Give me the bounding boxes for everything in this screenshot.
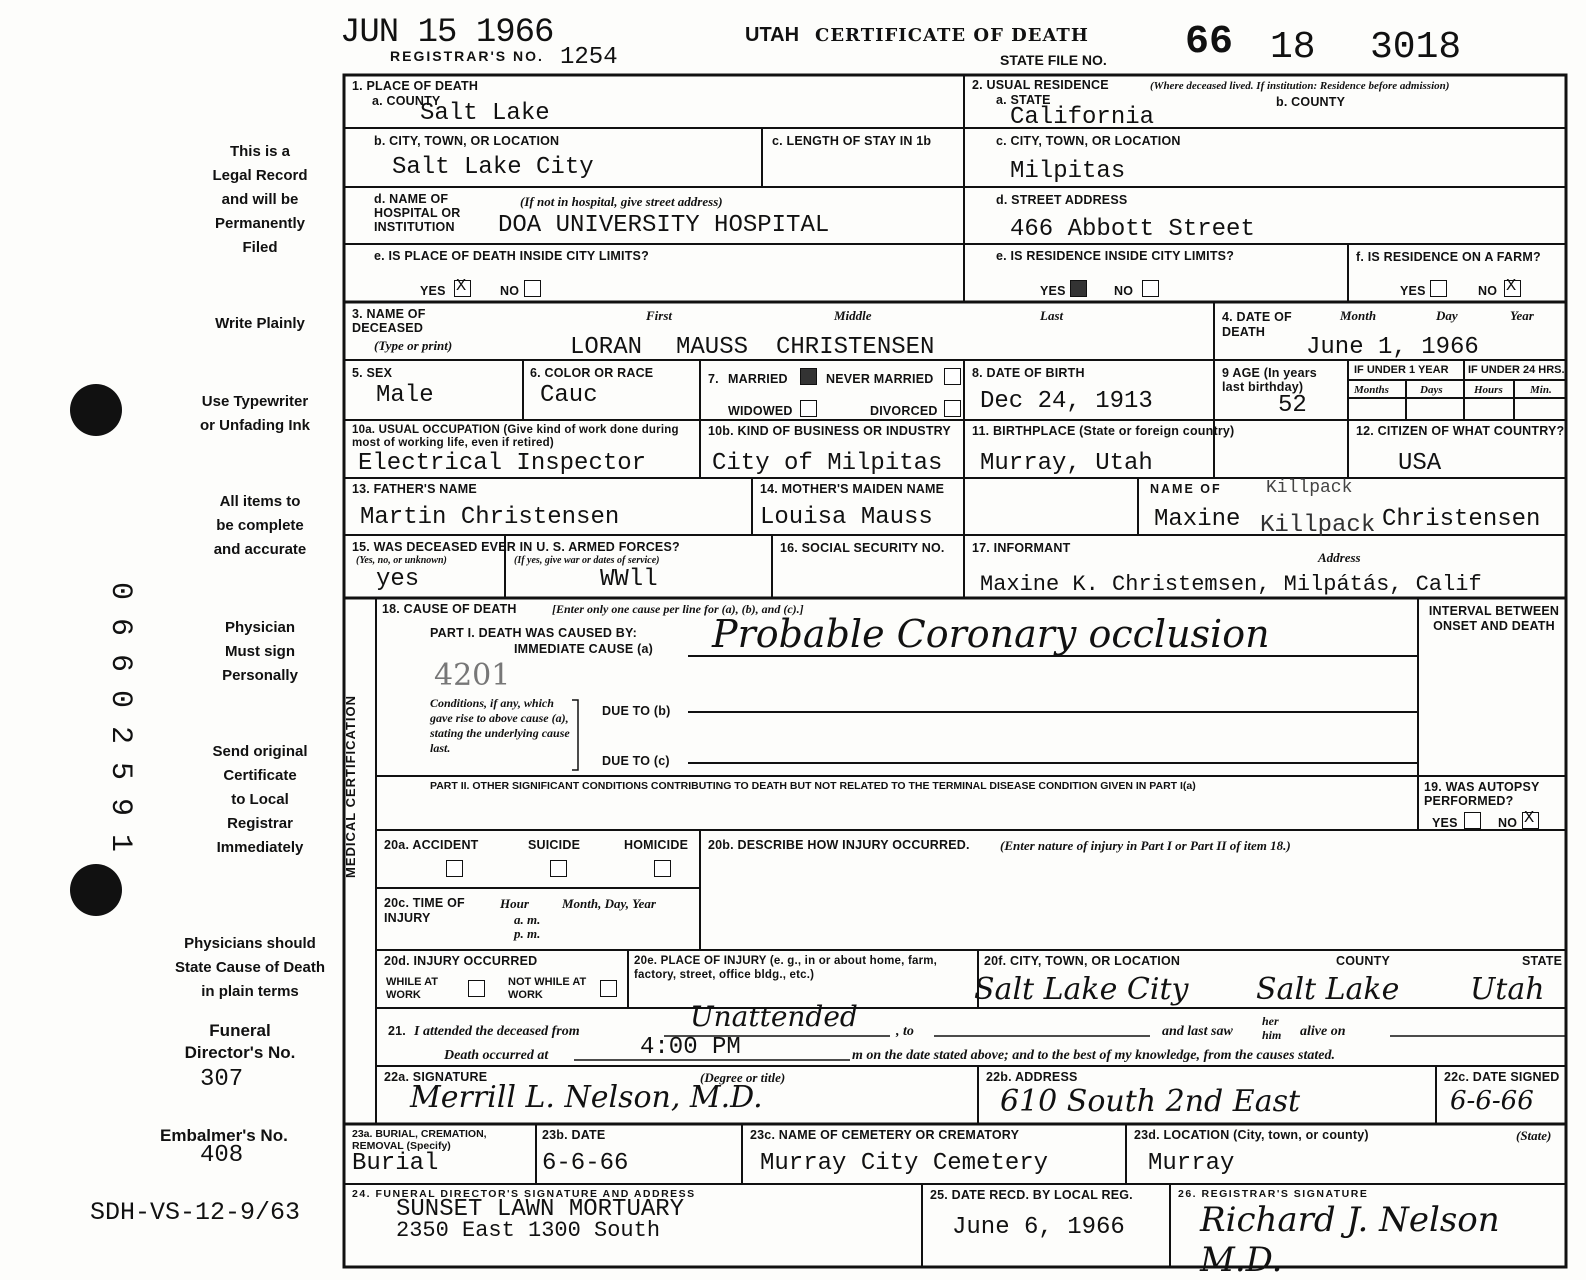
received-stamp: JUN 15 1966 (340, 14, 554, 52)
title-state: UTAH (745, 24, 800, 46)
due-to-c-label: DUE TO (c) (602, 754, 670, 768)
type-or-print-note: (Type or print) (374, 338, 453, 353)
degree-label: (Degree or title) (700, 1070, 786, 1085)
deceased-last-name: CHRISTENSEN (776, 334, 935, 361)
day-label: Day (1436, 308, 1458, 323)
month-label: Month (1340, 308, 1377, 323)
no-label: NO (1498, 816, 1518, 830)
interval-label: INTERVAL BETWEEN ONSET AND DEATH (1428, 604, 1560, 633)
write-plainly-note: Write Plainly (215, 315, 305, 332)
cemetery-location: Murray (1148, 1150, 1235, 1177)
hour-label: Hour (500, 896, 529, 911)
spouse-correction: Killpack (1266, 478, 1353, 498)
due-to-b-label: DUE TO (b) (602, 704, 671, 718)
funeral-home-name: SUNSET LAWN MORTUARY (396, 1196, 685, 1223)
place-of-death-label: 1. PLACE OF DEATH (352, 79, 479, 93)
months-label: Months (1354, 384, 1389, 396)
injury-state: Utah (1470, 972, 1545, 1007)
business: City of Milpitas (712, 450, 943, 477)
citizen-label: 12. CITIZEN OF WHAT COUNTRY? (1356, 424, 1565, 438)
birthplace-label: 11. BIRTHPLACE (State or foreign country) (972, 424, 1235, 438)
farm-yes-checkbox[interactable] (1430, 280, 1447, 297)
not-while-at-work-label: NOT WHILE AT WORK (508, 976, 587, 1001)
mother-name-label: 14. MOTHER'S MAIDEN NAME (760, 482, 945, 496)
last-saw-label: and last saw (1162, 1024, 1233, 1039)
deceased-middle-name: MAUSS (676, 334, 749, 361)
county-label: a. COUNTY (372, 94, 441, 108)
armed-forces: yes (376, 566, 420, 593)
widowed-checkbox[interactable] (800, 400, 817, 417)
no-label: NO (500, 284, 520, 298)
war-service: WWll (600, 566, 658, 593)
to-label: , to (896, 1024, 914, 1039)
date-of-death: June 1, 1966 (1306, 334, 1479, 361)
place-of-injury-label: 20e. PLACE OF INJURY (e. g., in or about home, farm, factory, street, office bldg., etc.) (634, 955, 938, 981)
cemetery-label: 23c. NAME OF CEMETERY OR CREMATORY (750, 1128, 1020, 1142)
vertical-serial-number: 0 6 6 0 2 5 9 1 (103, 581, 137, 853)
date-signed-label: 22c. DATE SIGNED (1444, 1070, 1560, 1084)
citizenship: USA (1398, 450, 1442, 477)
funeral-director-sig-label: 24. FUNERAL DIRECTOR'S SIGNATURE AND ADDRESS (352, 1188, 696, 1200)
yes-label: YES (1040, 284, 1066, 298)
cemetery: Murray City Cemetery (760, 1150, 1049, 1177)
attended-from: Unattended (690, 1000, 858, 1033)
month-day-year-label: Month, Day, Year (562, 896, 656, 911)
yes-label: YES (420, 284, 446, 298)
homicide-checkbox[interactable] (654, 860, 671, 877)
cause-of-death-label: 18. CAUSE OF DEATH (382, 602, 517, 616)
widowed-label: WIDOWED (728, 404, 793, 418)
physician-note: Physician Must sign Personally (222, 619, 298, 684)
armed-forces-label: 15. WAS DECEASED EVER IN U. S. ARMED FORCES? (352, 540, 680, 554)
accident-checkbox[interactable] (446, 860, 463, 877)
send-original-note: Send original Certificate to Local Registrar Immediately (212, 743, 308, 856)
residence-city-yes-checkbox[interactable] (1070, 280, 1087, 297)
him-label: him (1262, 1028, 1282, 1042)
sex-label: 5. SEX (352, 366, 393, 380)
under-24-hrs-label: IF UNDER 24 HRS. (1468, 364, 1565, 376)
typewriter-note: Use Typewriter or Unfading Ink (200, 393, 310, 434)
no-label: NO (1114, 284, 1134, 298)
no-label: NO (1478, 284, 1498, 298)
first-label: First (646, 308, 673, 323)
informant-label: 17. INFORMANT (972, 541, 1071, 555)
part-one-label: PART I. DEATH WAS CAUSED BY: (430, 626, 637, 640)
spouse-last-name: Christensen (1382, 506, 1541, 533)
injury-state-label: STATE (1522, 954, 1563, 968)
burial-date-label: 23b. DATE (542, 1128, 606, 1142)
physician-address-label: 22b. ADDRESS (986, 1070, 1078, 1084)
yes-label: YES (1432, 816, 1458, 830)
state-file-label: STATE FILE NO. (1000, 52, 1107, 68)
date-received: June 6, 1966 (952, 1214, 1125, 1241)
date-received-label: 25. DATE RECD. BY LOCAL REG. (930, 1188, 1133, 1202)
race: Cauc (540, 382, 598, 409)
pm-label: p. m. (514, 926, 541, 941)
time-of-injury-label: 20c. TIME OF INJURY (384, 896, 465, 925)
autopsy-yes-checkbox[interactable] (1464, 812, 1481, 829)
divorced-label: DIVORCED (870, 404, 938, 418)
signature-label: 22a. SIGNATURE (384, 1070, 488, 1084)
father-name-label: 13. FATHER'S NAME (352, 482, 477, 496)
death-county: Salt Lake (420, 100, 550, 127)
injury-city-label: 20f. CITY, TOWN, OR LOCATION (984, 954, 1181, 968)
residence-city: Milpitas (1010, 158, 1126, 185)
injury-county: Salt Lake (1256, 972, 1400, 1007)
attended-label: I attended the deceased from (414, 1024, 580, 1039)
father-name: Martin Christensen (360, 504, 620, 531)
while-at-work-checkbox[interactable] (468, 980, 485, 997)
name-of-deceased-label: 3. NAME OF DECEASED (352, 307, 426, 335)
date-of-birth: Dec 24, 1913 (980, 388, 1153, 415)
hospital-note: (If not in hospital, give street address) (520, 194, 723, 209)
married-checkbox[interactable] (800, 368, 817, 385)
cemetery-state-label: (State) (1516, 1128, 1552, 1143)
residence-county-label: b. COUNTY (1276, 95, 1346, 109)
occupation: Electrical Inspector (358, 450, 647, 477)
married-label: MARRIED (728, 372, 788, 386)
year-label: Year (1510, 308, 1534, 323)
farm-label: f. IS RESIDENCE ON A FARM? (1356, 250, 1541, 264)
middle-label: Middle (834, 308, 872, 323)
injury-how-label: 20b. DESCRIBE HOW INJURY OCCURRED. (708, 838, 970, 852)
residence-state: California (1010, 104, 1155, 131)
funeral-home-address: 2350 East 1300 South (396, 1218, 661, 1243)
spouse-middle-name: Killpack (1260, 512, 1376, 539)
mother-name: Louisa Mauss (760, 504, 933, 531)
registrar-no-label: REGISTRAR'S NO. (390, 48, 544, 64)
address-label: Address (1318, 550, 1361, 565)
injury-county-label: COUNTY (1336, 954, 1390, 968)
inside-city-yes-checkbox[interactable] (454, 280, 471, 297)
registrar-signature: Richard J. Nelson M.D. (1200, 1200, 1500, 1280)
death-city: Salt Lake City (392, 154, 594, 181)
form-number: SDH-VS-12-9/63 (90, 1198, 301, 1227)
marital-number: 7. (708, 372, 719, 386)
residence-city-label: c. CITY, TOWN, OR LOCATION (996, 134, 1181, 148)
never-married-label: NEVER MARRIED (826, 372, 934, 386)
autopsy-label: 19. WAS AUTOPSY PERFORMED? (1424, 780, 1540, 808)
death-city-label: b. CITY, TOWN, OR LOCATION (374, 134, 560, 148)
cemetery-location-label: 23d. LOCATION (City, town, or county) (1134, 1128, 1369, 1142)
suicide-checkbox[interactable] (550, 860, 567, 877)
residence-city-no-checkbox[interactable] (1142, 280, 1159, 297)
all-items-note: All items to be complete and accurate (213, 493, 307, 558)
legal-record-note: This is a Legal Record and will be Permanently Filed (212, 143, 308, 256)
am-label: a. m. (514, 912, 541, 927)
accident-label: 20a. ACCIDENT (384, 838, 479, 852)
physicians-should-note: Physicians should State Cause of Death in plain terms (174, 935, 326, 1000)
physician-signature: Merrill L. Nelson, M.D. (410, 1080, 763, 1115)
residence-city-limits-label: e. IS RESIDENCE INSIDE CITY LIMITS? (996, 249, 1235, 263)
autopsy-no-checkbox[interactable] (1522, 812, 1539, 829)
date-of-death-label: 4. DATE OF DEATH (1222, 310, 1292, 339)
immediate-cause: Probable Coronary occlusion (712, 612, 1270, 656)
length-of-stay-label: c. LENGTH OF STAY IN 1b (772, 134, 932, 148)
registrar-signature-label: 26. REGISTRAR'S SIGNATURE (1178, 1188, 1369, 1200)
funeral-director-label: Funeral Director's No. (184, 1021, 296, 1062)
disposition-label: 23a. BURIAL, CREMATION, REMOVAL (Specify) (352, 1128, 487, 1152)
spouse-label: NAME OF (1150, 482, 1222, 496)
homicide-label: HOMICIDE (624, 838, 689, 852)
state-file-no-serial: 3018 (1370, 26, 1462, 69)
cause-of-death-note: [Enter only one cause per line for (a), (b), and (c).] (552, 602, 804, 616)
while-at-work-label: WHILE AT WORK (386, 976, 438, 1001)
state-label: a. STATE (996, 93, 1051, 107)
injury-city: Salt Lake City (974, 972, 1189, 1007)
deceased-first-name: LORAN (570, 334, 643, 361)
embalmer-no: 408 (200, 1142, 244, 1169)
suicide-label: SUICIDE (528, 838, 581, 852)
registrar-no: 1254 (560, 44, 618, 71)
never-married-checkbox[interactable] (944, 368, 961, 385)
her-label: her (1262, 1014, 1279, 1028)
yes-label: YES (1400, 284, 1426, 298)
title-certificate: CERTIFICATE OF DEATH (815, 25, 1089, 46)
informant: Maxine K. Christemsen, Milpátás, Calif (980, 572, 1482, 597)
conditions-note: Conditions, if any, which gave rise to above cause (a), stating the underlying cause last. (430, 696, 570, 755)
hours-label: Hours (1474, 384, 1503, 396)
armed-forces-note: (Yes, no, or unknown) (356, 555, 447, 566)
under-1-year-label: IF UNDER 1 YEAR (1354, 364, 1449, 376)
age-label: 9 AGE (In years last birthday) (1222, 366, 1317, 394)
street-address: 466 Abbott Street (1010, 216, 1255, 243)
burial-date: 6-6-66 (542, 1150, 629, 1177)
ssn-label: 16. SOCIAL SECURITY NO. (780, 541, 945, 555)
disposition: Burial (352, 1150, 439, 1177)
death-time: 4:00 PM (640, 1034, 741, 1061)
item-21-label: 21. (388, 1024, 406, 1038)
embalmer-label: Embalmer's No. (160, 1126, 288, 1145)
injury-occurred-label: 20d. INJURY OCCURRED (384, 954, 538, 968)
business-label: 10b. KIND OF BUSINESS OR INDUSTRY (708, 424, 951, 438)
usual-residence-label: 2. USUAL RESIDENCE (972, 78, 1109, 92)
occupation-label: 10a. USUAL OCCUPATION (Give kind of work done during most of working life, even if retired) (352, 424, 679, 449)
divorced-checkbox[interactable] (944, 400, 961, 417)
war-dates-note: (If yes, give war or dates of service) (514, 555, 660, 566)
street-address-label: d. STREET ADDRESS (996, 193, 1128, 207)
date-signed: 6-6-66 (1450, 1086, 1534, 1116)
cause-code: 4201 (434, 658, 511, 693)
death-occurred-label: Death occurred at (444, 1048, 549, 1063)
injury-how-note: (Enter nature of injury in Part I or Part II of item 18.) (1000, 838, 1291, 853)
medical-certification-label: MEDICAL CERTIFICATION (343, 694, 358, 878)
physician-address: 610 South 2nd East (1000, 1084, 1301, 1119)
sex: Male (376, 382, 434, 409)
last-label: Last (1040, 308, 1064, 323)
alive-on-label: alive on (1300, 1024, 1346, 1039)
funeral-director-no: 307 (200, 1066, 244, 1093)
state-file-no-district: 18 (1270, 26, 1316, 69)
minutes-label: Min. (1530, 384, 1552, 396)
part-two-label: PART II. OTHER SIGNIFICANT CONDITIONS CONTRIBUTING TO DEATH BUT NOT RELATED TO THE TERMINAL DISEASE CONDITION GIVEN IN PART I(a) (430, 780, 1196, 792)
state-file-no-year: 66 (1185, 20, 1234, 65)
race-label: 6. COLOR OR RACE (530, 366, 654, 380)
spouse-first-name: Maxine (1154, 506, 1241, 533)
age: 52 (1278, 392, 1307, 419)
hospital-label: d. NAME OF HOSPITAL OR INSTITUTION (374, 192, 461, 234)
days-label: Days (1420, 384, 1443, 396)
not-while-at-work-checkbox[interactable] (600, 980, 617, 997)
immediate-cause-label: IMMEDIATE CAUSE (a) (514, 642, 653, 656)
statement-text: m on the date stated above; and to the best of my knowledge, from the causes stated. (852, 1048, 1335, 1063)
date-of-birth-label: 8. DATE OF BIRTH (972, 366, 1085, 380)
birthplace: Murray, Utah (980, 450, 1153, 477)
farm-no-checkbox[interactable] (1504, 280, 1521, 297)
inside-city-no-checkbox[interactable] (524, 280, 541, 297)
inside-city-limits-label: e. IS PLACE OF DEATH INSIDE CITY LIMITS? (374, 249, 649, 263)
hospital-name: DOA UNIVERSITY HOSPITAL (498, 212, 830, 239)
usual-residence-note: (Where deceased lived. If institution: Residence before admission) (1150, 80, 1450, 92)
